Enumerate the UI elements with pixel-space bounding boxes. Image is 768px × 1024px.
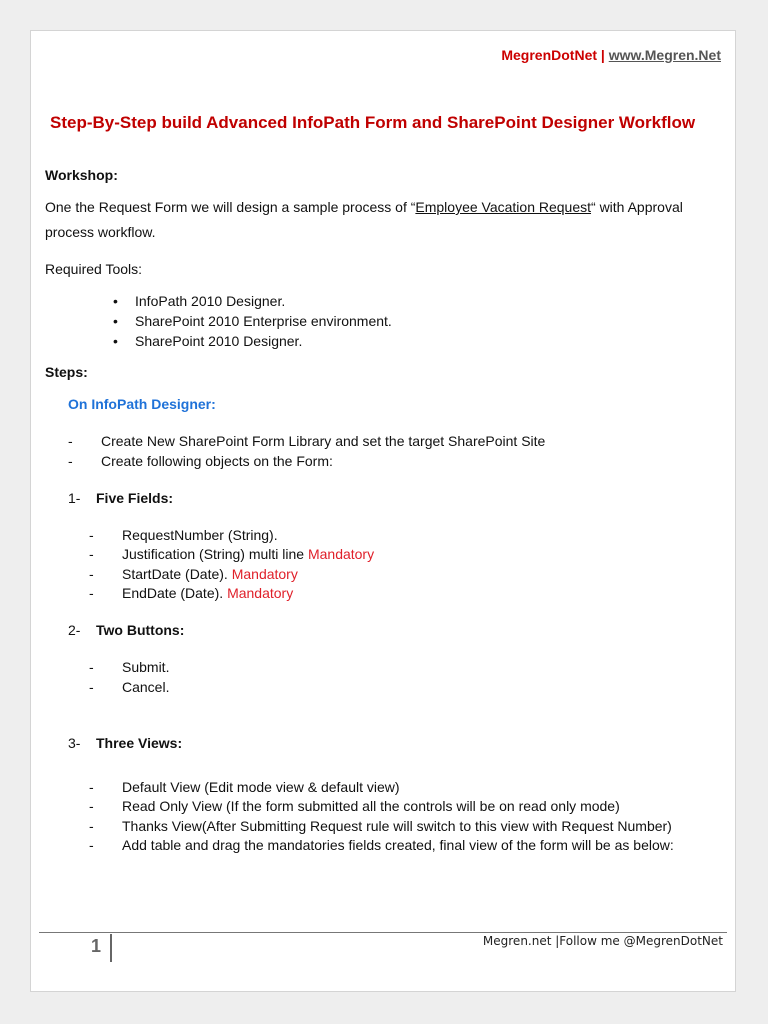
view-item bbox=[89, 798, 620, 814]
tools-item-text: SharePoint 2010 Designer. bbox=[135, 333, 303, 349]
tools-item-text: SharePoint 2010 Enterprise environment. bbox=[135, 313, 392, 329]
dash-bullet: - bbox=[89, 546, 94, 562]
view-item-text: Thanks View(After Submitting Request rule will switch to this view with Request Number) bbox=[122, 818, 672, 834]
view-item bbox=[89, 779, 400, 795]
dash-bullet: - bbox=[89, 798, 94, 814]
bullet-icon: • bbox=[113, 333, 118, 349]
field-item-text: EndDate (Date). bbox=[122, 585, 228, 601]
footer-text: Megren.net |Follow me @MegrenDotNet bbox=[482, 934, 723, 948]
header-brand-name: MegrenDotNet bbox=[501, 47, 598, 63]
workshop-line-2: process workflow. bbox=[45, 224, 156, 240]
views-heading: Three Views: bbox=[96, 735, 183, 751]
dash-bullet: - bbox=[89, 679, 94, 695]
field-item bbox=[89, 585, 293, 601]
tools-heading: Required Tools: bbox=[45, 261, 143, 277]
dash-bullet: - bbox=[89, 585, 94, 601]
field-item-text: RequestNumber (String). bbox=[122, 527, 278, 543]
steps-intro-item bbox=[68, 453, 333, 469]
dash-bullet: - bbox=[68, 433, 73, 449]
steps-intro-item bbox=[68, 433, 545, 449]
dash-bullet: - bbox=[89, 659, 94, 675]
steps-subheading: On InfoPath Designer: bbox=[68, 396, 216, 412]
workshop-text-pre: One the Request Form we will design a sample process of “ bbox=[45, 199, 416, 215]
page-number-bar bbox=[110, 934, 112, 962]
workshop-highlight-link: Employee Vacation Request bbox=[415, 199, 592, 215]
view-item-text: Add table and drag the mandatories fields created, final view of the form will be as below: bbox=[122, 837, 674, 853]
mandatory-flag: Mandatory bbox=[231, 566, 298, 582]
field-item-text: Justification (String) multi line bbox=[122, 546, 308, 562]
header-brand bbox=[501, 47, 721, 63]
button-item-text: Submit. bbox=[122, 659, 170, 675]
field-item bbox=[89, 527, 278, 543]
button-item bbox=[89, 659, 169, 675]
header-site-link[interactable]: www.Megren.Net bbox=[608, 47, 721, 63]
view-item bbox=[89, 837, 674, 853]
dash-bullet: - bbox=[89, 566, 94, 582]
steps-intro-text: Create New SharePoint Form Library and set the target SharePoint Site bbox=[101, 433, 546, 449]
view-item bbox=[89, 818, 672, 834]
mandatory-flag: Mandatory bbox=[227, 585, 294, 601]
button-item bbox=[89, 679, 169, 695]
dash-bullet: - bbox=[68, 453, 73, 469]
tools-item bbox=[113, 293, 285, 309]
tools-item bbox=[113, 313, 392, 329]
fields-heading: Five Fields: bbox=[96, 490, 174, 506]
workshop-line-1 bbox=[45, 199, 683, 215]
view-item-text: Read Only View (If the form submitted all the controls will be on read only mode) bbox=[122, 798, 620, 814]
steps-intro-text: Create following objects on the Form: bbox=[101, 453, 333, 469]
field-item-text: StartDate (Date). bbox=[122, 566, 232, 582]
field-item bbox=[89, 566, 298, 582]
dash-bullet: - bbox=[89, 818, 94, 834]
dash-bullet: - bbox=[89, 779, 94, 795]
buttons-number: 2- bbox=[68, 622, 81, 638]
dash-bullet: - bbox=[89, 527, 94, 543]
tools-item bbox=[113, 333, 302, 349]
document-page bbox=[30, 30, 736, 992]
workshop-heading: Workshop: bbox=[45, 167, 118, 183]
view-item-text: Default View (Edit mode view & default view) bbox=[122, 779, 400, 795]
button-item-text: Cancel. bbox=[122, 679, 170, 695]
dash-bullet: - bbox=[89, 837, 94, 853]
footer-divider bbox=[39, 932, 727, 933]
header-separator: | bbox=[600, 47, 605, 63]
field-item bbox=[89, 546, 374, 562]
views-number: 3- bbox=[68, 735, 81, 751]
fields-heading-row bbox=[68, 490, 173, 506]
views-heading-row bbox=[68, 735, 182, 751]
steps-heading: Steps: bbox=[45, 364, 88, 380]
mandatory-flag: Mandatory bbox=[307, 546, 375, 562]
buttons-heading: Two Buttons: bbox=[96, 622, 185, 638]
page-number: 1 bbox=[91, 936, 102, 956]
workshop-text-post: “ with Approval bbox=[591, 199, 683, 215]
tools-item-text: InfoPath 2010 Designer. bbox=[135, 293, 286, 309]
buttons-heading-row bbox=[68, 622, 184, 638]
fields-number: 1- bbox=[68, 490, 81, 506]
bullet-icon: • bbox=[113, 293, 118, 309]
document-title: Step-By-Step build Advanced InfoPath Form and SharePoint Designer Workflow bbox=[50, 113, 696, 132]
bullet-icon: • bbox=[113, 313, 118, 329]
